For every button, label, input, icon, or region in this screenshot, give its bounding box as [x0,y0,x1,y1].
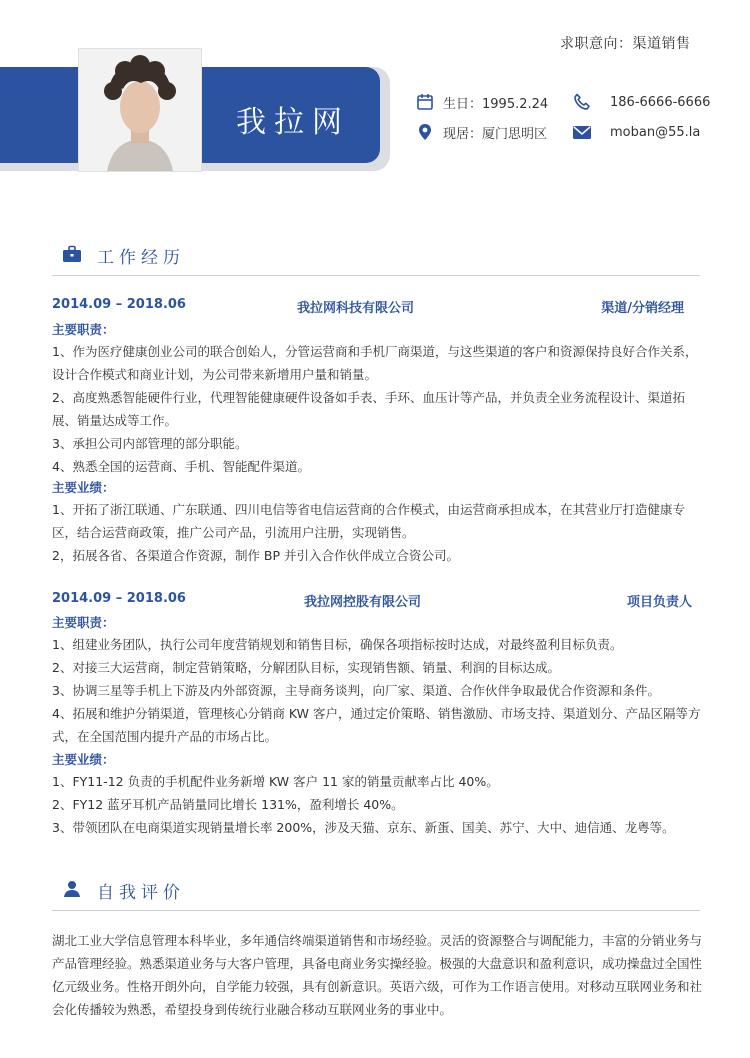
calendar-icon [415,92,435,112]
result-title: 主要业绩： [52,752,115,767]
email-info: moban@55.la [572,122,700,142]
duty-title: 主要职责： [52,615,115,630]
work-section-title: 工作经历 [97,248,185,268]
birth-info: 生日：1995.2.24 [415,92,548,112]
person-name: 我拉网 [236,105,350,140]
job-results [52,498,707,567]
self-evaluation-text: 湖北工业大学信息管理本科毕业，多年通信终端渠道销售和市场经验。灵活的资源整合与调配能力，丰富的分销业务与产品管理经验。熟悉渠道业务与大客户管理，具备电商业务实操经验。极强的大盘意识和盈利意识，成功操盘过全国性亿元级业务。性格开朗外向，自学能力较强，具有创新意识。英语六级，可作为工作语言使用。对移动互联网业务和社会化传播较为熟悉，希望投身到传统行业融合移动互联网业务的事业中。 [52,933,703,1017]
briefcase-icon [62,245,82,265]
job-date: 2014.09 – 2018.06 [52,591,186,606]
job-date: 2014.09 – 2018.06 [52,297,186,312]
result-title: 主要业绩： [52,480,115,495]
list-item: 4、拓展和维护分销渠道，管理核心分销商 KW 客户，通过定价策略、销售激励、市场支持、渠道划分、产品区隔等方式，在全国范围内提升产品的市场占比。 [52,706,701,744]
list-item: 3、承担公司内部管理的部分职能。 [52,436,248,451]
job-intent: 求职意向：渠道销售 [560,36,691,52]
duty-title: 主要职责： [52,322,115,337]
list-item: 1、开拓了浙江联通、广东联通、四川电信等省电信运营商的合作模式，由运营商承担成本，在其营业厅打造健康专区，结合运营商政策，推广公司产品，引流用户注册，实现销售。 [52,502,685,540]
job-header [52,297,700,317]
list-item: 2、FY12 蓝牙耳机产品销量同比增长 131%，盈利增长 40%。 [52,797,404,812]
list-item: 3、协调三星等手机上下游及内外部资源，主导商务谈判，向厂家、渠道、合作伙伴争取最优合作资源和条件。 [52,683,660,698]
avatar [78,48,202,172]
job-results [52,770,707,839]
work-section-header [52,243,700,276]
list-item: 1、作为医疗健康创业公司的联合创始人，分管运营商和手机厂商渠道，与这些渠道的客户和资源保持良好合作关系，设计合作模式和商业计划，为公司带来新增用户量和销量。 [52,344,698,382]
phone-info: 186-6666-6666 [572,92,710,112]
list-item: 2、对接三大运营商，制定营销策略，分解团队目标，实现销售额、销量、利润的目标达成。 [52,660,560,675]
phone-icon [572,92,592,112]
mail-icon [572,122,592,142]
list-item: 2、高度熟悉智能硬件行业，代理智能健康硬件设备如手表、手环、血压计等产品，并负责全业务流程设计、渠道拓展、销量达成等工作。 [52,390,685,428]
job-header [52,591,700,611]
location-info: 现居：厦门思明区 [415,122,547,142]
list-item: 3、带领团队在电商渠道实现销量增长率 200%，涉及天猫、京东、新蛋、国美、苏宁、大中、迪信通、龙粤等。 [52,820,675,835]
job-position: 项目负责人 [626,595,692,610]
self-section-header [52,878,700,911]
job-position: 渠道/分销经理 [601,301,684,316]
list-item: 1、组建业务团队，执行公司年度营销规划和销售目标，确保各项指标按时达成，对最终盈利目标负责。 [52,637,623,652]
job-company: 我拉网科技有限公司 [297,301,415,316]
list-item: 1、FY11-12 负责的手机配件业务新增 KW 客户 11 家的销量贡献率占比 40%。 [52,774,499,789]
job-duties [52,340,707,478]
list-item: 2，拓展各省、各渠道合作资源，制作 BP 并引入合作伙伴成立合资公司。 [52,548,460,563]
job-company: 我拉网控股有限公司 [304,595,422,610]
self-section-title: 自我评价 [97,883,185,903]
person-icon [62,880,82,900]
job-duties [52,633,707,748]
list-item: 4、熟悉全国的运营商、手机、智能配件渠道。 [52,459,310,474]
location-pin-icon [415,122,435,142]
